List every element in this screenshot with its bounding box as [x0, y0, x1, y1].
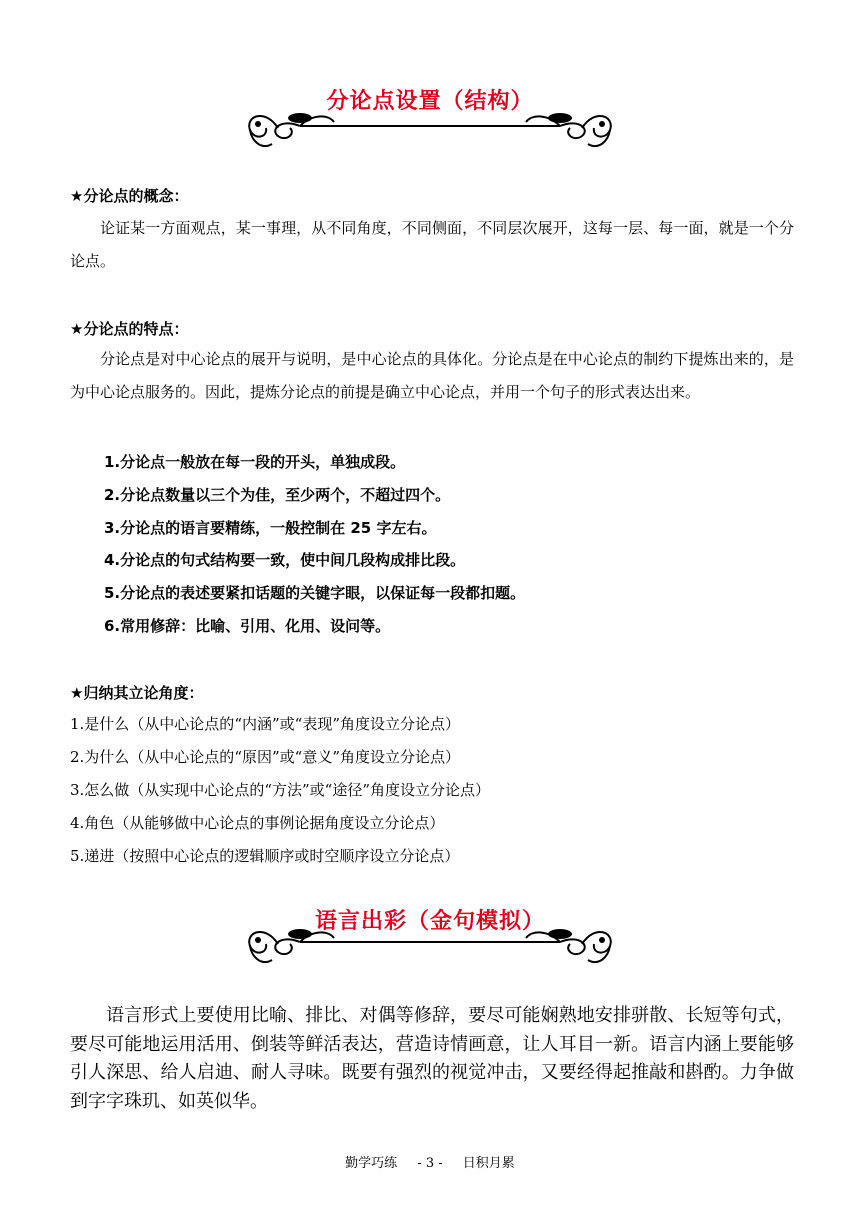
rule-item: 1.分论点一般放在每一段的开头，单独成段。 [104, 453, 406, 471]
concept-heading: ★分论点的概念： [70, 187, 189, 205]
features-paragraph: 分论点是对中心论点的展开与说明，是中心论点的具体化。分论点是在中心论点的制约下提炼出来的，是为中心论点服务的。因此，提炼分论点的前提是确立中心论点，并用一个句子的形式表达出来。 [70, 350, 794, 401]
features-heading: ★分论点的特点： [70, 320, 189, 338]
angles-heading: ★归纳其立论角度： [70, 684, 204, 702]
concept-paragraph: 论证某一方面观点，某一事理，从不同角度，不同侧面，不同层次展开，这每一层、每一面，就是一个分论点。 [70, 219, 794, 270]
rule-item: 2.分论点数量以三个为佳，至少两个，不超过四个。 [104, 486, 451, 504]
footer-right: 日积月累 [462, 1156, 515, 1171]
rule-item: 3.分论点的语言要精练，一般控制在 25 字左右。 [104, 519, 437, 537]
rule-item: 5.分论点的表述要紧扣话题的关键字眼，以保证每一段都扣题。 [104, 584, 526, 602]
angle-item: 1.是什么（从中心论点的“内涵”或“表现”角度设立分论点） [70, 715, 460, 733]
angle-item: 5.递进（按照中心论点的逻辑顺序或时空顺序设立分论点） [70, 847, 460, 865]
page-footer [0, 1152, 860, 1171]
angle-item: 4.角色（从能够做中心论点的事例论据角度设立分论点） [70, 814, 445, 832]
language-paragraph: 语言形式上要使用比喻、排比、对偶等修辞，要尽可能娴熟地安排骈散、长短等句式，要尽可能地运用活用、倒装等鲜活表达，营造诗情画意，让人耳目一新。语言内涵上要能够引人深思、给人启迪、耐人寻味。既要有强烈的视觉冲击，又要经得起推敲和斟酌。力争做到字字珠玑、如英似华。 [70, 1005, 794, 1112]
footer-left: 勤学巧练 [345, 1156, 398, 1171]
section-banner-language [0, 898, 860, 968]
section-banner-structure [0, 78, 860, 148]
angle-item: 3.怎么做（从实现中心论点的“方法”或“途径”角度设立分论点） [70, 781, 490, 799]
rule-item: 4.分论点的句式结构要一致，使中间几段构成排比段。 [104, 551, 466, 569]
section-title: 语言出彩（金句模拟） [314, 909, 545, 934]
section-title: 分论点设置（结构） [326, 89, 534, 114]
rule-item: 6.常用修辞：比喻、引用、化用、设问等。 [104, 617, 391, 635]
angle-item: 2.为什么（从中心论点的“原因”或“意义”角度设立分论点） [70, 748, 460, 766]
page-number: - 3 - [417, 1156, 443, 1171]
